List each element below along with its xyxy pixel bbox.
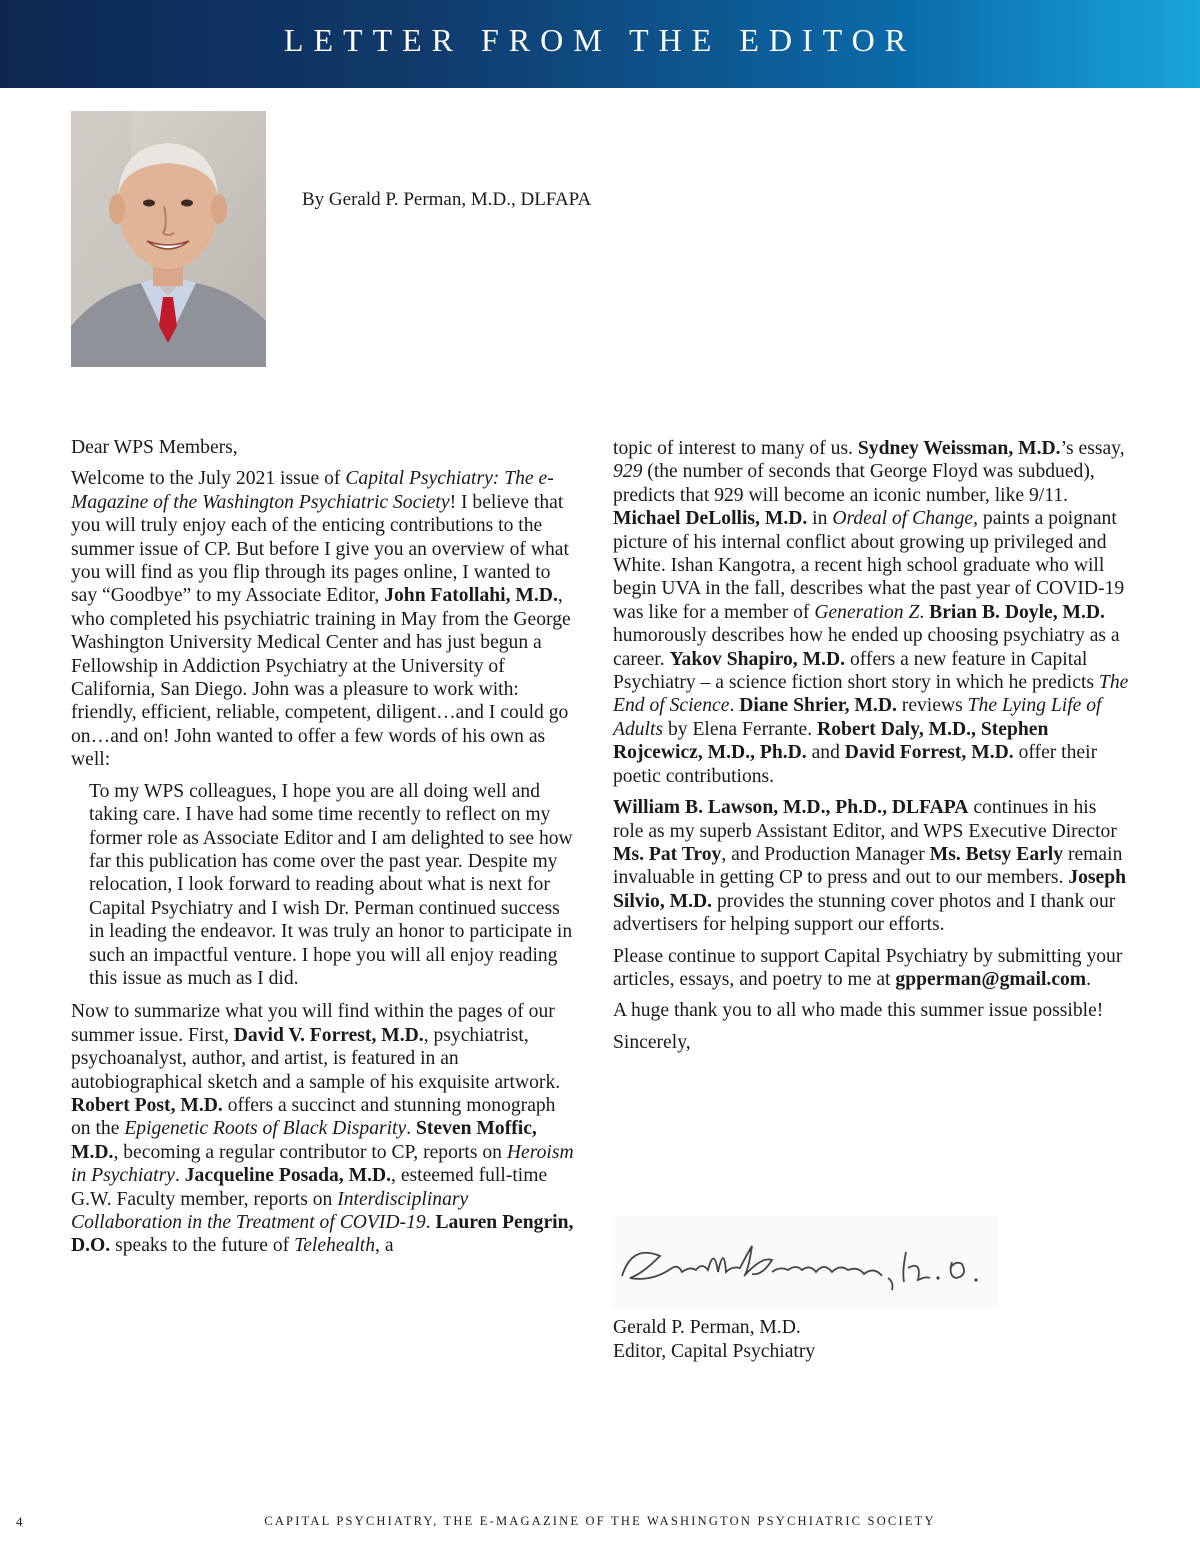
signature-block (613, 1316, 815, 1364)
paragraph-summary: Now to summarize what you will find within the pages of our summer issue. First, David V. Forrest, M.D., psychiatrist, psychoanalyst, author, and artist, is featured in an autobiographical sketch and a sample of his exquisite artwork. Robert Post, M.D. offers a succinct and stunning monograph on the Epigenetic Roots of Black Disparity. Steven Moffic, M.D., becoming a regular contributor to CP, reports on Heroism in Psychiatry. Jacqueline Posada, M.D., esteemed full-time G.W. Faculty member, reports on Interdisciplinary Collaboration in the Treatment of COVID-19. Lauren Pengrin, D.O. speaks to the future of Telehealth, a (71, 1001, 574, 1257)
email-link[interactable]: gpperman@gmail.com (895, 968, 1087, 990)
signature-image (612, 1216, 998, 1308)
page-number: 4 (16, 1514, 23, 1529)
byline: By Gerald P. Perman, M.D., DLFAPA (302, 189, 592, 210)
author-photo (71, 111, 266, 367)
paragraph-welcome: Welcome to the July 2021 issue of Capital Psychiatry: The e-Magazine of the Washington Psychiatric Society! I believe that you will truly enjoy each of the enticing contributions to the summer issue of CP. But before I give you an overview of what you will find as you flip through its pages online, I wanted to say “Goodbye” to my Associate Editor, John Fatollahi, M.D., who completed his psychiatric training in May from the George Washington University Medical Center and has just begun a Fellowship in Addiction Psychiatry at the University of California, San Diego. John was a pleasure to work with: friendly, efficient, reliable, competent, diligent…and I could go on…and on! John wanted to offer a few words of his own as well: (71, 468, 571, 771)
column-left (71, 436, 577, 1266)
signature-title: Editor, Capital Psychiatry (613, 1341, 816, 1362)
header-banner (0, 0, 1200, 88)
sign-off: Sincerely, (613, 1031, 691, 1053)
paragraph-contributors: topic of interest to many of us. Sydney Weissman, M.D.’s essay, 929 (the number of seconds that George Floyd was subdued), predicts that 929 will become an iconic number, like 9/11. Michael DeLollis, M.D. in Ordeal of Change, paints a poignant picture of his internal conflict about growing up privileged and White. Ishan Kangotra, a recent high school graduate who will begin UVA in the fall, describes what the past year of COVID-19 was like for a member of Generation Z. Brian B. Doyle, M.D. humorously describes how he ended up choosing psychiatry as a career. Yakov Shapiro, M.D. offers a new feature in Capital Psychiatry – a science fiction short story in which he predicts The End of Science. Diane Shrier, M.D. reviews The Lying Life of Adults by Elena Ferrante. Robert Daly, M.D., Stephen Rojcewicz, M.D., Ph.D. and David Forrest, M.D. offer their poetic contributions. (613, 438, 1129, 787)
block-quote: To my WPS colleagues, I hope you are all doing well and taking care. I have had some time recently to reflect on my former role as Associate Editor and I am delighted to see how far this publication has come over the past year. Despite my relocation, I look forward to reading about what is next for Capital Psychiatry and I wish Dr. Perman continued success in leading the endeavor. It was truly an honor to participate in such an impactful venture. I hope you will all enjoy reading this issue as much as I did. (89, 780, 573, 989)
column-right (613, 437, 1129, 1062)
paragraph-thanks: A huge thank you to all who made this summer issue possible! (613, 1000, 1104, 1022)
greeting: Dear WPS Members, (71, 437, 238, 458)
section-title: LETTER FROM THE EDITOR (283, 22, 917, 58)
paragraph-staff: William B. Lawson, M.D., Ph.D., DLFAPA continues in his role as my superb Assistant Editor, and WPS Executive Director Ms. Pat Troy, and Production Manager Ms. Betsy Early remain invaluable in getting CP to press and out to our members. Joseph Silvio, M.D. provides the stunning cover photos and I thank our advertisers for helping support our efforts. (613, 797, 1127, 936)
page-footer: CAPITAL PSYCHIATRY, THE E-MAGAZINE OF THE WASHINGTON PSYCHIATRIC SOCIETY (264, 1514, 936, 1528)
paragraph-submissions: Please continue to support Capital Psychiatry by submitting your articles, essays, and poetry to me at gpperman@gmail.com. (613, 945, 1123, 990)
handwritten-signature-icon (612, 1216, 998, 1308)
signature-name: Gerald P. Perman, M.D. (613, 1317, 801, 1338)
author-portrait-icon (71, 111, 266, 367)
